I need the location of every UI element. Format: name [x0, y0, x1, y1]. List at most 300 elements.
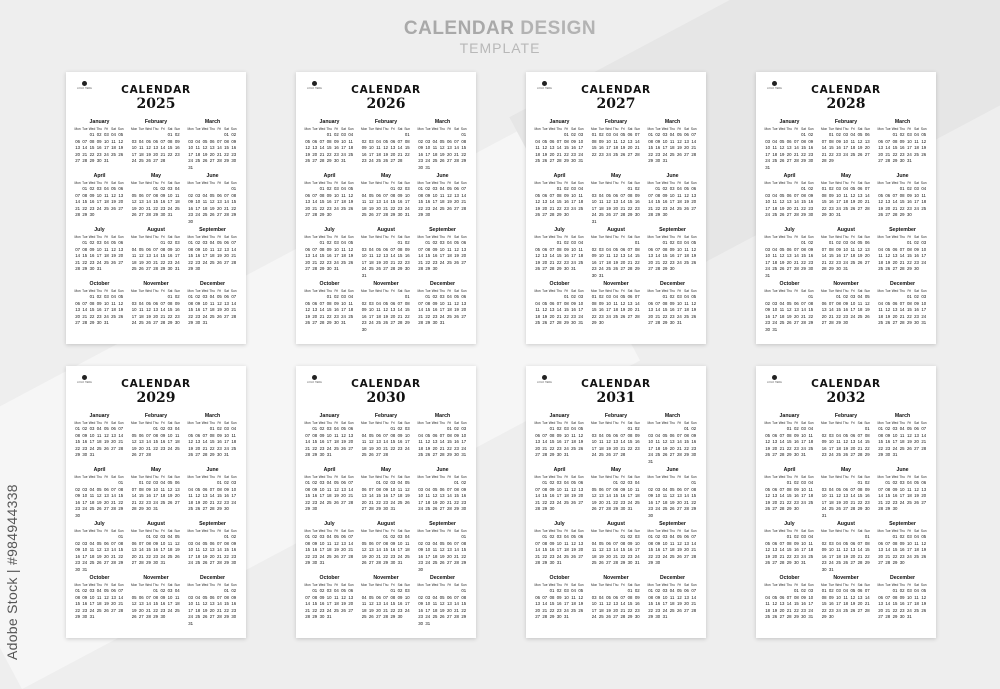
- weekday-label: Thu: [326, 127, 332, 131]
- day-number: 03: [571, 240, 576, 245]
- day-number: 20: [118, 253, 124, 258]
- day-number: 05: [542, 300, 548, 306]
- day-number: 07: [216, 540, 222, 546]
- day-number: 18: [326, 547, 332, 552]
- day-number: 29: [89, 320, 95, 325]
- day-number: 01: [160, 240, 166, 245]
- day-number: 03: [188, 540, 193, 546]
- day-number: 03: [828, 432, 834, 438]
- day-number: 12: [684, 192, 689, 198]
- day-number: 25: [684, 259, 689, 265]
- day-number: 30: [899, 614, 905, 619]
- day-number: 31: [563, 452, 569, 457]
- day-number: 11: [613, 138, 618, 144]
- day-number: 18: [376, 151, 381, 157]
- day-number: 10: [906, 540, 912, 546]
- day-number: 22: [591, 313, 597, 319]
- weekday-label: Thu: [899, 583, 905, 587]
- day-number: 10: [765, 145, 770, 150]
- day-number: 16: [821, 445, 827, 451]
- day-number: 25: [167, 553, 173, 559]
- day-number: 16: [174, 307, 180, 312]
- day-number: 14: [348, 540, 354, 546]
- day-number: 06: [390, 300, 396, 306]
- day-number: 18: [195, 607, 201, 613]
- day-number: 25: [111, 151, 116, 157]
- day-number: 20: [691, 199, 697, 204]
- day-number: 01: [118, 534, 124, 539]
- month-name: February: [374, 119, 398, 125]
- weekday-label: Mon: [417, 529, 424, 533]
- day-number: 19: [167, 493, 173, 498]
- day-number: 09: [96, 138, 102, 144]
- day-number: 01: [425, 240, 431, 245]
- day-number: 27: [878, 560, 883, 565]
- day-number: 01: [118, 480, 124, 485]
- day-number: 25: [808, 553, 814, 559]
- day-number: 01: [563, 294, 569, 299]
- day-number: 21: [209, 499, 215, 505]
- day-number: 31: [82, 566, 88, 572]
- day-number: 26: [118, 313, 124, 319]
- day-number: 31: [578, 320, 584, 325]
- months-grid: [304, 413, 468, 638]
- day-number: 08: [312, 594, 318, 600]
- month-name: December: [659, 281, 686, 287]
- day-number: 07: [383, 594, 389, 600]
- day-number: 13: [454, 192, 459, 198]
- day-number: 02: [89, 240, 95, 245]
- day-number: 07: [878, 486, 883, 492]
- day-number: 20: [864, 145, 870, 150]
- day-number: 24: [669, 205, 675, 211]
- day-number: 15: [828, 253, 834, 258]
- weekday-label: Sat: [167, 289, 173, 293]
- day-number: 19: [921, 547, 927, 552]
- day-number: 03: [591, 192, 597, 198]
- weekday-label: Sun: [920, 235, 927, 239]
- day-number: 10: [634, 540, 640, 546]
- day-number: 30: [326, 212, 332, 217]
- day-number: 11: [829, 493, 834, 498]
- weekday-label: Sun: [864, 583, 871, 587]
- day-number: 08: [542, 540, 548, 546]
- day-number: 19: [921, 145, 927, 150]
- day-number: 07: [549, 192, 555, 198]
- day-number: 19: [606, 445, 611, 451]
- month-block: [647, 119, 698, 171]
- day-number: 07: [383, 432, 389, 438]
- day-number: 07: [231, 240, 237, 245]
- day-number: 30: [224, 506, 229, 511]
- day-number: 07: [153, 246, 159, 252]
- day-number: 17: [188, 553, 193, 559]
- weekday-label: Sat: [801, 235, 806, 239]
- day-number: 08: [662, 246, 668, 252]
- day-number: 28: [885, 614, 891, 619]
- day-number: 13: [138, 601, 144, 606]
- month-block: [877, 173, 928, 225]
- day-number: 08: [461, 540, 467, 546]
- day-number: 16: [425, 199, 431, 204]
- day-number: 19: [454, 307, 459, 312]
- day-number: 10: [591, 601, 597, 606]
- day-number: 15: [899, 199, 905, 204]
- weekday-label: Sun: [690, 475, 697, 479]
- day-number: 17: [425, 607, 431, 613]
- day-number: 25: [188, 506, 193, 511]
- day-number: 18: [613, 307, 619, 312]
- day-number: 11: [836, 439, 841, 444]
- day-number: 27: [224, 313, 229, 319]
- day-number: 21: [348, 493, 354, 498]
- day-number: 22: [801, 205, 806, 211]
- weekday-label: Tue: [138, 181, 144, 185]
- day-number: 22: [167, 313, 173, 319]
- day-number: 06: [786, 138, 792, 144]
- weekday-label: Sat: [397, 235, 403, 239]
- day-number: 05: [131, 594, 137, 600]
- day-number: 02: [326, 240, 332, 245]
- day-number: 27: [857, 205, 863, 211]
- day-number: 09: [655, 138, 661, 144]
- day-number: 24: [82, 506, 88, 511]
- day-number: 23: [216, 445, 222, 451]
- day-number: 06: [684, 132, 689, 137]
- day-number: 07: [535, 486, 540, 492]
- day-number: 20: [786, 205, 792, 211]
- day-number: 02: [591, 246, 597, 252]
- month-block: [591, 227, 642, 279]
- day-number: 03: [921, 240, 927, 245]
- day-number: 25: [432, 614, 438, 619]
- day-number: 23: [174, 151, 180, 157]
- day-number: 12: [305, 307, 310, 312]
- day-number: 24: [425, 158, 431, 163]
- day-number: 19: [765, 445, 770, 451]
- day-number: 08: [786, 540, 792, 546]
- day-number: 06: [578, 534, 584, 539]
- day-number: 02: [598, 132, 604, 137]
- day-number: 29: [454, 506, 459, 511]
- day-number: 21: [676, 445, 682, 451]
- day-number: 08: [627, 594, 633, 600]
- day-number: 10: [914, 192, 919, 198]
- day-number: 16: [793, 547, 799, 552]
- weekday-label: Sat: [454, 235, 459, 239]
- month-name: June: [666, 173, 679, 179]
- day-number: 16: [418, 607, 423, 613]
- day-number: 03: [627, 480, 633, 485]
- day-number: 10: [425, 547, 431, 552]
- day-number: 31: [96, 266, 102, 271]
- day-number: 05: [439, 594, 445, 600]
- weekday-label: Mon: [764, 181, 771, 185]
- day-number: 18: [857, 307, 863, 312]
- day-number: 08: [89, 300, 95, 306]
- day-number: 26: [103, 445, 109, 451]
- day-number: 05: [446, 186, 452, 191]
- day-number: 08: [383, 540, 389, 546]
- day-grid: [361, 132, 412, 165]
- day-number: 30: [655, 560, 661, 565]
- day-number: 13: [535, 439, 540, 444]
- day-number: 08: [634, 246, 640, 252]
- day-number: 14: [885, 601, 891, 606]
- weekday-label: Wed: [835, 583, 842, 587]
- day-number: 03: [801, 426, 806, 431]
- day-number: 31: [591, 218, 597, 224]
- day-number: 15: [563, 307, 569, 312]
- day-number: 07: [892, 192, 898, 198]
- day-number: 09: [793, 540, 799, 546]
- day-number: 21: [634, 145, 640, 150]
- weekday-label: Mon: [820, 529, 828, 533]
- day-number: 09: [620, 486, 626, 492]
- month-name: June: [206, 467, 219, 473]
- day-number: 30: [669, 266, 675, 271]
- day-number: 23: [843, 313, 849, 319]
- day-number: 23: [627, 553, 633, 559]
- day-number: 16: [224, 493, 229, 498]
- day-number: 24: [188, 614, 193, 619]
- day-number: 09: [397, 432, 403, 438]
- day-number: 16: [899, 601, 905, 606]
- day-number: 16: [843, 307, 849, 312]
- weekday-label: Sat: [341, 127, 346, 131]
- day-number: 04: [676, 186, 682, 191]
- day-number: 05: [669, 486, 675, 492]
- day-number: 07: [821, 246, 827, 252]
- weekday-label: Tue: [138, 235, 144, 239]
- day-number: 19: [535, 205, 540, 211]
- weekday-label: Wed: [661, 421, 669, 425]
- day-number: 14: [146, 199, 151, 204]
- day-number: 23: [418, 158, 423, 163]
- day-number: 16: [390, 547, 396, 552]
- weekday-label: Fri: [907, 127, 912, 131]
- day-number: 11: [599, 439, 604, 444]
- weekday-label: Tue: [828, 181, 834, 185]
- month-block: [877, 281, 928, 333]
- day-number: 17: [326, 601, 332, 606]
- day-number: 02: [598, 294, 604, 299]
- day-number: 27: [684, 553, 689, 559]
- day-number: 23: [383, 499, 389, 505]
- day-number: 28: [319, 320, 325, 325]
- weekday-label: Fri: [677, 181, 682, 185]
- day-number: 08: [153, 594, 159, 600]
- day-number: 25: [878, 266, 883, 271]
- day-number: 14: [655, 307, 661, 312]
- day-number: 13: [613, 199, 619, 204]
- day-number: 25: [613, 313, 619, 319]
- day-number: 27: [850, 560, 856, 565]
- day-number: 15: [188, 253, 193, 258]
- weekday-label: Mon: [304, 583, 311, 587]
- day-number: 29: [188, 266, 193, 271]
- month-block: [74, 119, 125, 171]
- day-number: 09: [174, 300, 180, 306]
- day-number: 18: [160, 493, 166, 498]
- day-number: 24: [655, 506, 661, 511]
- weekday-label: Thu: [612, 529, 619, 533]
- day-number: 31: [397, 560, 403, 565]
- day-number: 01: [224, 534, 229, 539]
- day-number: 11: [432, 547, 438, 552]
- day-number: 15: [821, 601, 827, 606]
- day-number: 22: [224, 151, 229, 157]
- day-number: 23: [655, 553, 661, 559]
- day-number: 10: [425, 601, 431, 606]
- day-number: 03: [563, 426, 569, 431]
- day-number: 03: [326, 588, 332, 593]
- day-number: 14: [549, 199, 555, 204]
- day-number: 15: [691, 493, 697, 498]
- day-number: 27: [341, 499, 346, 505]
- day-number: 21: [319, 151, 325, 157]
- day-number: 17: [648, 445, 653, 451]
- day-number: 13: [850, 547, 856, 552]
- day-number: 20: [383, 259, 389, 265]
- day-number: 11: [348, 300, 353, 306]
- weekday-label: Wed: [88, 421, 96, 425]
- day-number: 08: [118, 486, 124, 492]
- calendar-year: 2029: [136, 390, 176, 406]
- day-number: 13: [669, 439, 675, 444]
- day-number: 10: [390, 486, 396, 492]
- day-number: 04: [878, 300, 883, 306]
- day-number: 06: [549, 300, 555, 306]
- day-number: 17: [843, 145, 849, 150]
- day-number: 28: [535, 560, 540, 565]
- day-grid: [591, 240, 642, 279]
- day-number: 09: [216, 432, 222, 438]
- day-number: 19: [786, 313, 792, 319]
- day-number: 01: [648, 588, 653, 593]
- day-number: 13: [786, 199, 792, 204]
- day-number: 16: [598, 145, 604, 150]
- day-number: 18: [634, 493, 640, 498]
- day-number: 08: [821, 192, 827, 198]
- day-number: 23: [691, 445, 697, 451]
- day-number: 07: [418, 300, 423, 306]
- day-number: 07: [885, 540, 891, 546]
- day-number: 24: [556, 553, 562, 559]
- day-number: 16: [655, 547, 661, 552]
- day-number: 29: [662, 266, 668, 271]
- month-name: September: [429, 227, 456, 233]
- day-number: 12: [921, 138, 927, 144]
- day-number: 28: [606, 506, 611, 511]
- day-number: 04: [361, 192, 367, 198]
- day-number: 23: [397, 445, 403, 451]
- day-number: 09: [432, 246, 438, 252]
- day-number: 21: [82, 313, 88, 319]
- day-number: 06: [821, 300, 827, 306]
- day-number: 15: [319, 199, 325, 204]
- weekday-label: Thu: [669, 235, 675, 239]
- day-number: 10: [319, 540, 325, 546]
- day-number: 01: [461, 588, 467, 593]
- month-name: March: [204, 119, 221, 125]
- day-number: 03: [425, 138, 431, 144]
- month-block: [591, 467, 642, 519]
- day-number: 28: [224, 212, 229, 217]
- day-grid: [361, 588, 412, 621]
- day-number: 04: [131, 246, 137, 252]
- day-number: 23: [634, 607, 640, 613]
- day-number: 22: [404, 151, 410, 157]
- weekday-label: Wed: [891, 127, 899, 131]
- day-number: 02: [333, 294, 339, 299]
- day-number: 12: [131, 199, 137, 204]
- day-number: 05: [404, 480, 410, 485]
- day-number: 24: [89, 445, 95, 451]
- day-number: 02: [418, 594, 423, 600]
- day-number: 01: [376, 480, 381, 485]
- day-number: 30: [333, 320, 339, 325]
- day-number: 14: [556, 307, 562, 312]
- day-number: 02: [836, 240, 841, 245]
- day-number: 15: [461, 547, 467, 552]
- day-number: 10: [556, 486, 562, 492]
- day-number: 15: [634, 253, 640, 258]
- day-number: 11: [578, 246, 583, 252]
- weekday-label: Sat: [224, 583, 229, 587]
- day-number: 30: [821, 566, 827, 572]
- day-grid: [877, 186, 928, 219]
- month-name: July: [554, 521, 565, 527]
- day-number: 24: [195, 212, 201, 217]
- day-number: 30: [885, 452, 891, 457]
- day-number: 30: [808, 158, 814, 163]
- day-number: 24: [765, 212, 770, 217]
- weekday-label: Wed: [375, 421, 382, 425]
- day-number: 31: [326, 614, 332, 619]
- weekday-label: Mon: [877, 235, 884, 239]
- weekday-label: Fri: [447, 181, 452, 185]
- day-number: 29: [691, 506, 697, 511]
- weekday-label: Sun: [117, 235, 124, 239]
- day-number: 24: [828, 560, 834, 565]
- day-number: 23: [634, 205, 640, 211]
- day-number: 19: [383, 151, 389, 157]
- day-grid: [74, 132, 125, 165]
- day-number: 03: [591, 594, 597, 600]
- day-number: 18: [167, 547, 173, 552]
- day-number: 10: [153, 486, 159, 492]
- day-number: 03: [131, 138, 137, 144]
- day-number: 11: [96, 594, 102, 600]
- day-number: 04: [138, 300, 144, 306]
- day-number: 08: [224, 138, 229, 144]
- day-number: 21: [821, 259, 827, 265]
- day-number: 21: [376, 553, 381, 559]
- day-number: 23: [326, 259, 332, 265]
- day-number: 09: [312, 540, 318, 546]
- day-grid: [361, 186, 412, 219]
- day-number: 05: [348, 240, 354, 245]
- weekday-label: Thu: [786, 235, 792, 239]
- day-number: 11: [914, 594, 919, 600]
- day-number: 11: [361, 439, 367, 444]
- day-number: 23: [96, 151, 102, 157]
- day-number: 13: [613, 439, 619, 444]
- day-number: 14: [542, 601, 548, 606]
- weekday-label: Sun: [347, 235, 354, 239]
- day-number: 06: [305, 246, 310, 252]
